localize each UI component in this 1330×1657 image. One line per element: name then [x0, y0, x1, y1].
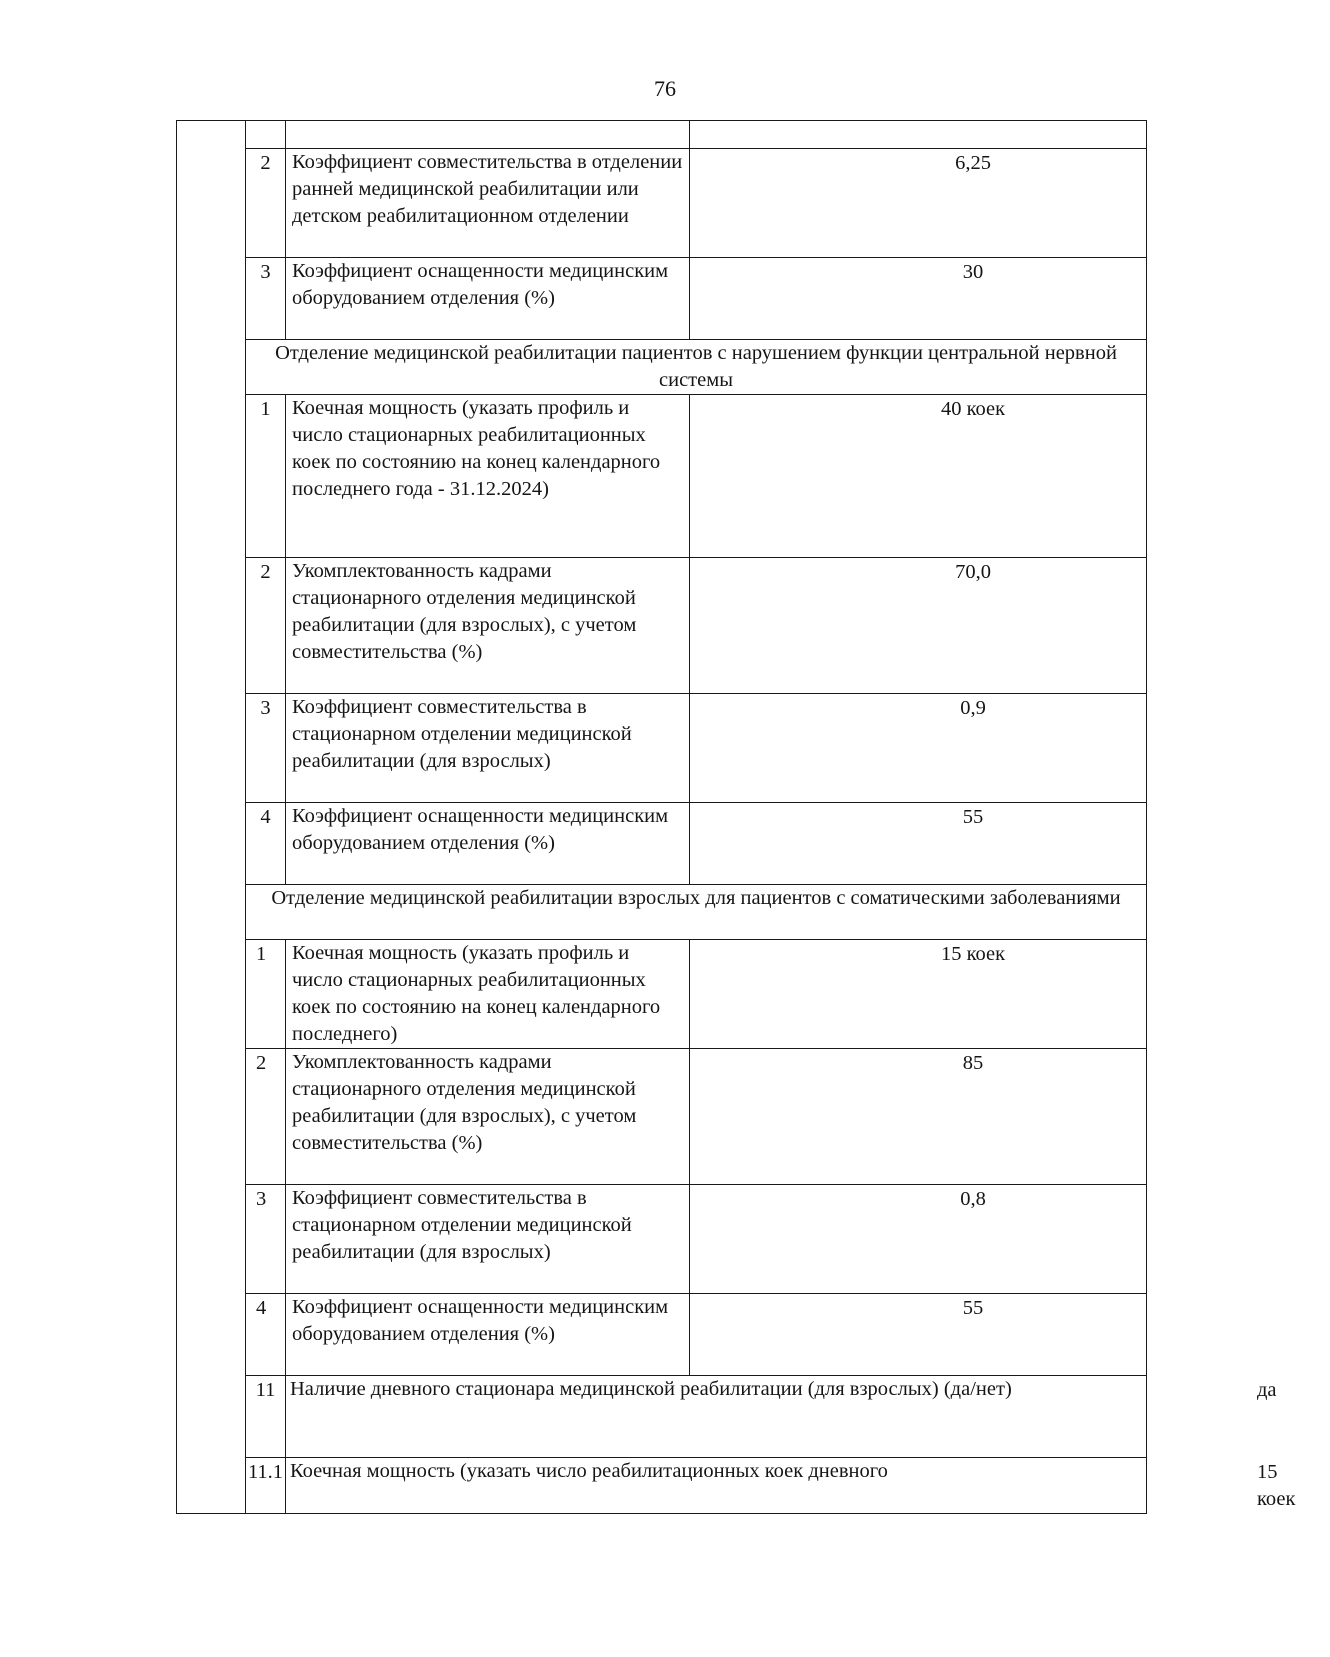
row-value: 6,25 [690, 149, 1147, 258]
row-label: Коэффициент оснащенности медицинским оборудованием отделения (%) [286, 258, 690, 340]
row-number: 4 [246, 803, 286, 885]
table-row [177, 395, 1147, 558]
row-number: 3 [246, 258, 286, 340]
table-row [177, 558, 1147, 694]
row-label: Коэффициент оснащенности медицинским оборудованием отделения (%) [286, 1294, 690, 1376]
row-number: 1 [246, 395, 286, 558]
row-number: 2 [246, 558, 286, 694]
row-number: 2 [246, 149, 286, 258]
indicators-table [176, 120, 1296, 1514]
row-label: Коэффициент совместительства в стационарном отделении медицинской реабилитации (для взрослых) [286, 694, 690, 803]
row-number: 1 [246, 940, 286, 1049]
row-value: 70,0 [690, 558, 1147, 694]
row-number: 2 [246, 1049, 286, 1185]
row-label: Коечная мощность (указать профиль и число стационарных реабилитационных коек по состоянию на конец календарного последнего года - 31.12.2024) [286, 395, 690, 558]
item-number: 11 [246, 1376, 286, 1458]
table-row [177, 694, 1147, 803]
table-row: 11 Наличие дневного стационара медицинской реабилитации (для взрослых) (да/нет) да [177, 1376, 1147, 1458]
item-number: 11.1 [246, 1458, 286, 1514]
row-label: Коэффициент совместительства в стационарном отделении медицинской реабилитации (для взрослых) [286, 1185, 690, 1294]
section-header-row [177, 885, 1147, 940]
table-row [177, 149, 1147, 258]
table-row [177, 1185, 1147, 1294]
table-row [177, 258, 1147, 340]
section-header-row [177, 340, 1147, 395]
table-row [177, 1294, 1147, 1376]
table-row [177, 121, 1147, 149]
table-row: 11.1 Коечная мощность (указать число реабилитационных коек дневного 15 коек [177, 1458, 1147, 1514]
page-number: 76 [654, 76, 676, 101]
row-label: Укомплектованность кадрами стационарного отделения медицинской реабилитации (для взрослых), с учетом совместительства (%) [286, 558, 690, 694]
row-value: 40 коек [690, 395, 1147, 558]
row-value: 55 [690, 1294, 1147, 1376]
row-number: 3 [246, 694, 286, 803]
num-cell [246, 121, 286, 149]
row-value: 55 [690, 803, 1147, 885]
row-value: 15 коек [690, 940, 1147, 1049]
row-value: 0,8 [690, 1185, 1147, 1294]
row-value: 85 [690, 1049, 1147, 1185]
section-header: Отделение медицинской реабилитации пациентов с нарушением функции центральной нервной системы [246, 340, 1147, 395]
row-label: Коэффициент совместительства в отделении ранней медицинской реабилитации или детском реабилитационном отделении [286, 149, 690, 258]
table-row [177, 1049, 1147, 1185]
section-header: Отделение медицинской реабилитации взрослых для пациентов с соматическими заболеваниями [246, 885, 1147, 940]
label-cell [286, 121, 690, 149]
row-value: 0,9 [690, 694, 1147, 803]
row-label: Коечная мощность (указать профиль и число стационарных реабилитационных коек по состоянию на конец календарного последнего) [286, 940, 690, 1049]
item-label: Наличие дневного стационара медицинской реабилитации (для взрослых) (да/нет) [286, 1376, 1147, 1458]
outer-num-cell [177, 121, 246, 1514]
row-number: 3 [246, 1185, 286, 1294]
row-label: Коэффициент оснащенности медицинским оборудованием отделения (%) [286, 803, 690, 885]
row-label: Укомплектованность кадрами стационарного отделения медицинской реабилитации (для взрослых), с учетом совместительства (%) [286, 1049, 690, 1185]
value-cell [690, 121, 1147, 149]
item-label: Коечная мощность (указать число реабилитационных коек дневного [286, 1458, 1147, 1514]
table-row [177, 803, 1147, 885]
row-value: 30 [690, 258, 1147, 340]
table-row [177, 940, 1147, 1049]
row-number: 4 [246, 1294, 286, 1376]
